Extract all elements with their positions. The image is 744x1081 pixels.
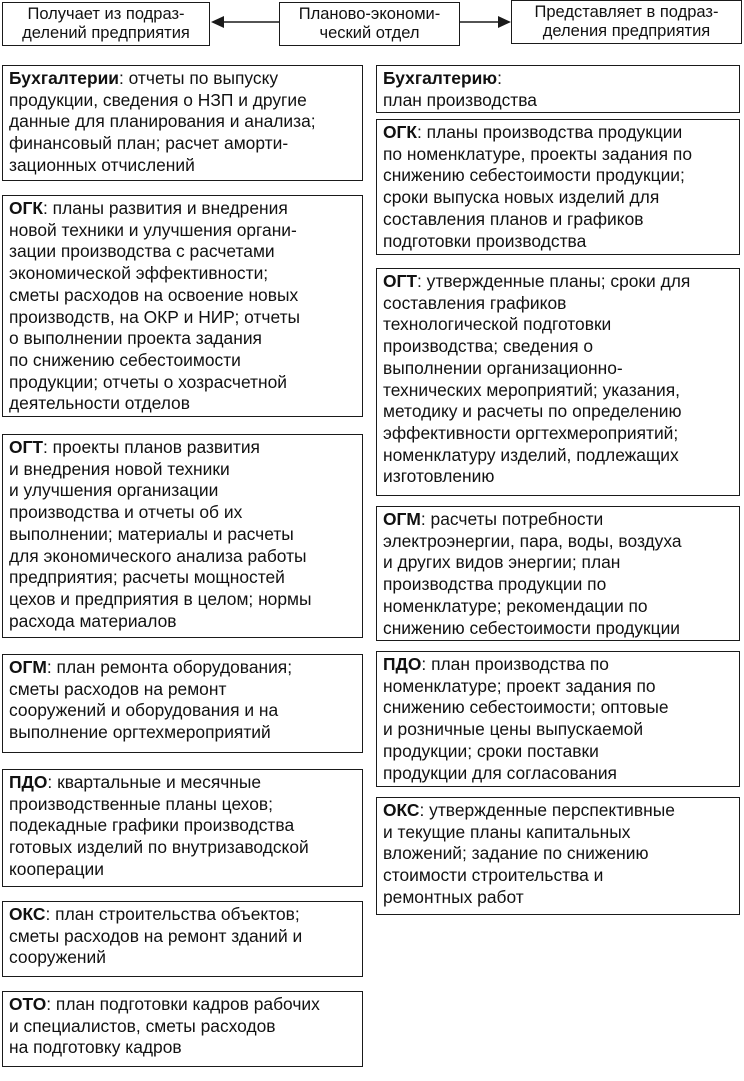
provides-pdo-line-4: и розничные цены выпускаемой — [383, 719, 644, 740]
receives-oks-line-3: сооружений — [9, 947, 106, 968]
provides-ogt-line-2: составления графиков — [383, 292, 567, 313]
receives-ogk-box — [2, 195, 363, 417]
receives-ogt-box — [2, 434, 363, 638]
provides-ogt-line-8: эффективности оргтехмероприятий; — [383, 422, 679, 443]
header-provides-line-1: Представляет в подраз- — [534, 3, 719, 21]
receives-oks-name: ОКС — [9, 904, 46, 924]
receives-ogt-line-2: и внедрения новой техники — [9, 458, 230, 479]
provides-pdo-box — [376, 651, 740, 787]
receives-ogk-line-7: о выполнении проекта задания — [9, 328, 262, 349]
provides-ogt-line-3: технологической подготовки — [383, 314, 612, 335]
provides-ogm-line-1: ОГМ: расчеты потребности — [383, 509, 604, 529]
receives-ogt-name: ОГТ — [9, 437, 44, 457]
header-receives-line-2: делений предприятия — [22, 24, 190, 42]
receives-accounting-line-4: финансовый план; расчет аморти- — [9, 133, 289, 154]
provides-accounting-line-2: план производства — [383, 89, 537, 110]
provides-ogk-line-4: сроки выпуска новых изделий для — [383, 187, 660, 208]
provides-ogk-line-1: ОГК: планы производства продукции — [383, 122, 683, 142]
receives-ogt-line-4: производства и отчеты об их — [9, 502, 243, 523]
receives-ogt-line-6: для экономического анализа работы — [9, 545, 307, 566]
receives-pdo-line-4: готовых изделий по внутризаводской — [9, 837, 309, 858]
provides-ogm-line-6: снижению себестоимости продукции — [383, 617, 681, 638]
receives-ogm-line-3: сооружений и оборудования и на — [9, 700, 279, 721]
receives-ogk-line-1: ОГК: планы развития и внедрения — [9, 198, 288, 218]
provides-ogt-line-4: производства; сведения о — [383, 336, 594, 357]
provides-oks-name: ОКС — [383, 800, 420, 820]
provides-ogm-line-4: производства продукции по — [383, 574, 607, 595]
receives-ogt-line-7: предприятия; расчеты мощностей — [9, 567, 285, 588]
receives-pdo-line-2: производственные планы цехов; — [9, 793, 273, 814]
receives-oks-line-2: сметы расходов на ремонт зданий и — [9, 925, 303, 946]
provides-ogk-line-3: снижению себестоимости продукции; — [383, 165, 685, 186]
provides-oks-box — [376, 797, 740, 915]
receives-oto-line-2: и специалистов, сметы расходов — [9, 1015, 276, 1036]
provides-ogk-box — [376, 119, 740, 255]
header-receives-line-1: Получает из подраз- — [27, 5, 185, 23]
receives-pdo-name: ПДО — [9, 772, 48, 792]
provides-ogt-line-7: методику и расчеты по определению — [383, 401, 682, 422]
provides-ogk-line-5: составления планов и графиков — [383, 208, 644, 229]
receives-ogm-line-1: ОГМ: план ремонта оборудования; — [9, 657, 293, 677]
receives-ogt-line-8: цехов и предприятия в целом; нормы — [9, 588, 312, 609]
receives-oto-line-1: ОТО: план подготовки кадров рабочих — [9, 994, 320, 1014]
receives-ogm-line-2: сметы расходов на ремонт — [9, 678, 227, 699]
provides-ogt-line-1: ОГТ: утвержденные планы; сроки для — [383, 271, 691, 291]
provides-ogt-line-9: номенклатуру изделий, подлежащих — [383, 444, 679, 465]
provides-pdo-line-5: продукции; сроки поставки — [383, 740, 599, 761]
provides-pdo-name: ПДО — [383, 654, 422, 674]
provides-ogm-line-3: и других видов энергии; план — [383, 552, 621, 573]
receives-ogk-line-6: производств, на ОКР и НИР; отчеты — [9, 306, 301, 327]
provides-accounting-line-1: Бухгалтерию: — [383, 68, 502, 88]
receives-accounting-line-2: продукции, сведения о НЗП и другие — [9, 89, 307, 110]
receives-ogk-line-10: деятельности отделов — [9, 393, 190, 414]
arrow-to-receives-head — [211, 16, 224, 28]
receives-ogk-line-9: продукции; отчеты о хозрасчетной — [9, 371, 287, 392]
receives-ogk-line-3: зации производства с расчетами — [9, 241, 275, 262]
provides-ogt-line-5: выполнении организационно- — [383, 357, 623, 378]
receives-ogk-line-2: новой техники и улучшения органи- — [9, 219, 297, 240]
provides-ogm-name: ОГМ — [383, 509, 421, 529]
provides-accounting-name: Бухгалтерию — [383, 68, 498, 88]
receives-pdo-line-3: подекадные графики производства — [9, 815, 295, 836]
provides-ogk-line-6: подготовки производства — [383, 230, 587, 251]
receives-ogt-line-1: ОГТ: проекты планов развития — [9, 437, 260, 457]
receives-oks-box — [2, 901, 363, 977]
receives-ogk-line-5: сметы расходов на освоение новых — [9, 284, 299, 305]
provides-oks-line-4: стоимости строительства и — [383, 865, 604, 886]
receives-accounting-line-3: данные для планирования и анализа; — [9, 111, 316, 132]
provides-accounting-box — [376, 65, 740, 113]
receives-accounting-line-5: зационных отчислений — [9, 154, 195, 175]
receives-oto-line-3: на подготовку кадров — [9, 1037, 182, 1058]
provides-ogm-line-5: номенклатуре; рекомендации по — [383, 595, 648, 616]
provides-pdo-line-1: ПДО: план производства по — [383, 654, 609, 674]
header-department-line-2: ческий отдел — [319, 24, 420, 42]
receives-ogm-box — [2, 654, 363, 753]
arrow-to-provides-head — [498, 16, 511, 28]
receives-accounting-name: Бухгалтерии — [9, 68, 119, 88]
provides-ogt-line-10: изготовлению — [383, 466, 495, 487]
receives-accounting-line-1: Бухгалтерии: отчеты по выпуску — [9, 68, 279, 88]
receives-ogk-name: ОГК — [9, 198, 44, 218]
receives-pdo-line-1: ПДО: квартальные и месячные — [9, 772, 262, 792]
receives-ogt-line-9: расхода материалов — [9, 610, 177, 631]
provides-ogt-line-6: технических мероприятий; указания, — [383, 379, 680, 400]
receives-oto-box — [2, 991, 363, 1067]
receives-ogk-line-4: экономической эффективности; — [9, 263, 269, 284]
header-arrows — [0, 0, 744, 60]
provides-pdo-line-2: номенклатуре; проект задания по — [383, 675, 656, 696]
header-provides-line-2: деления предприятия — [542, 22, 711, 40]
header-department-line-1: Планово-экономи- — [298, 5, 441, 23]
receives-pdo-line-5: кооперации — [9, 858, 104, 879]
receives-oto-name: ОТО — [9, 994, 47, 1014]
receives-pdo-box — [2, 769, 363, 887]
receives-ogm-name: ОГМ — [9, 657, 47, 677]
provides-oks-line-3: вложений; задание по снижению — [383, 843, 649, 864]
provides-ogt-name: ОГТ — [383, 271, 418, 291]
provides-pdo-line-3: снижению себестоимости; оптовые — [383, 697, 669, 718]
receives-oks-line-1: ОКС: план строительства объектов; — [9, 904, 300, 924]
provides-ogm-line-2: электроэнергии, пара, воды, воздуха — [383, 530, 682, 551]
receives-ogm-line-4: выполнение оргтехмероприятий — [9, 722, 271, 743]
receives-ogk-line-8: по снижению себестоимости — [9, 349, 241, 370]
receives-ogt-line-5: выполнении; материалы и расчеты — [9, 523, 294, 544]
provides-pdo-line-6: продукции для согласования — [383, 762, 617, 783]
provides-oks-line-2: и текущие планы капитальных — [383, 821, 631, 842]
receives-accounting-box — [2, 65, 363, 181]
provides-oks-line-5: ремонтных работ — [383, 886, 524, 907]
provides-ogk-line-2: по номенклатуре, проекты задания по — [383, 143, 692, 164]
provides-ogm-box — [376, 506, 740, 641]
provides-oks-line-1: ОКС: утвержденные перспективные — [383, 800, 675, 820]
receives-ogt-line-3: и улучшения организации — [9, 480, 219, 501]
provides-ogk-name: ОГК — [383, 122, 418, 142]
provides-ogt-box — [376, 268, 740, 496]
